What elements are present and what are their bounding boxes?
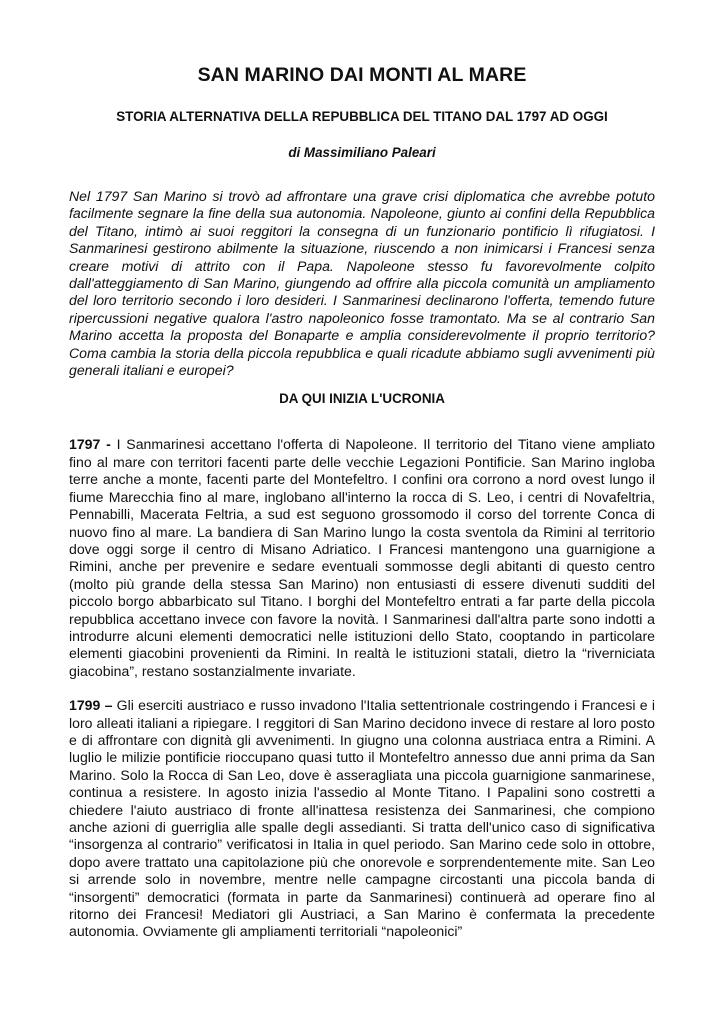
entry-year: 1797 - bbox=[69, 436, 111, 453]
entry-1797 bbox=[69, 436, 655, 680]
intro-paragraph: Nel 1797 San Marino si trovò ad affrontare una grave crisi diplomatica che avrebbe potuto facilmente segnare la fine della sua autonomia. Napoleone, giunto ai confini della Repubblica del Titano, intimò ai suoi reggitori la consegna di un funzionario pontificio lì rifugiatosi. I Sanmarinesi gestirono abilmente la situazione, riuscendo a non inimicarsi i Francesi senza creare motivi di attrito con il Papa. Napoleone stesso fu favorevolmente colpito dall'atteggiamento di San Marino, giungendo ad offrire alla piccola comunità un ampliamento del loro territorio secondo i loro desideri. I Sanmarinesi declinarono l'offerta, temendo future ripercussioni negative qualora l'astro napoleonico fosse tramontato. Ma se al contrario San Marino accetta la proposta del Bonaparte e amplia considerevolmente il proprio territorio? Coma cambia la storia della piccola repubblica e quali ricadute abbiamo sugli avvenimenti più generali italiani e europei? bbox=[69, 188, 655, 379]
document-subtitle: STORIA ALTERNATIVA DELLA REPUBBLICA DEL TITANO DAL 1797 AD OGGI bbox=[116, 109, 608, 124]
document-title: SAN MARINO DAI MONTI AL MARE bbox=[197, 64, 527, 86]
entry-year: 1799 – bbox=[69, 697, 113, 714]
entry-text: Gli eserciti austriaco e russo invadono l'Italia settentrionale costringendo i Francesi e i loro alleati italiani a ripiegare. I reggitori di San Marino decidono invece di restare al loro posto e di affrontare con dignità gli avvenimenti. In giugno una colonna austriaca entra a Rimini. A luglio le milizie pontificie rioccupano quasi tutto il Montefeltro annesso due anni prima da San Marino. Solo la Rocca di San Leo, dove è asseragliata una piccola guarnigione sanmarinese, continua a resistere. In agosto inizia l'assedio al Monte Titano. I Papalini sono costretti a chiedere l'aiuto austriaco di fronte all'inattesa resistenza dei Sanmarinesi, che compiono anche azioni di guerriglia alle spalle degli assedianti. Si tratta dell'unico caso di significativa “insorgenza al contrario” verificatosi in Italia in quel periodo. San Marino cede solo in ottobre, dopo avere trattato una capitolazione più che onorevole e sorprendentemente mite. San Leo si arrende solo in novembre, mentre nelle campagne circostanti una piccola banda di “insorgenti” democratici (formata in parte da Sanmarinesi) continuerà ad operare fino al ritorno dei Francesi! Mediatori gli Austriaci, a San Marino è confermata la precedente autonomia. Ovviamente gli ampliamenti territoriali “napoleonici” bbox=[69, 697, 655, 940]
entry-text: I Sanmarinesi accettano l'offerta di Napoleone. Il territorio del Titano viene ampliato fino al mare con territori facenti parte delle vecchie Legazioni Pontificie. San Marino ingloba terre anche a monte, facenti parte del Montefeltro. I confini ora corrono a nord ovest lungo il fiume Marecchia fino al mare, inglobano all'interno la rocca di S. Leo, i centri di Novafeltria, Pennabilli, Macerata Feltria, a sud est seguono grossomodo il corso del torrente Conca di nuovo fino al mare. La bandiera di San Marino lungo la costa sventola da Rimini al territorio dove oggi sorge il centro di Misano Adriatico. I Francesi mantengono una guarnigione a Rimini, anche per prevenire e sedare eventuali sommosse degli abitanti di questo centro (molto più grande della stessa San Marino) non entusiasti di essere divenuti sudditi del piccolo borgo abbarbicato sul Titano. I borghi del Montefeltro entrati a far parte della piccola repubblica accettano invece con favore la novità. I Sanmarinesi dall'altra parte sono indotti a introdurre alcuni elementi democratici nelle istituzioni dello Stato, cooptando in particolare elementi giacobini provenienti da Rimini. In realtà le istituzioni statali, dietro la “riverniciata giacobina”, restano sostanzialmente invariate. bbox=[69, 436, 655, 679]
document-author: di Massimiliano Paleari bbox=[288, 145, 436, 160]
section-heading: DA QUI INIZIA L'UCRONIA bbox=[279, 391, 445, 407]
document-page bbox=[69, 64, 655, 958]
entry-1799 bbox=[69, 697, 655, 941]
